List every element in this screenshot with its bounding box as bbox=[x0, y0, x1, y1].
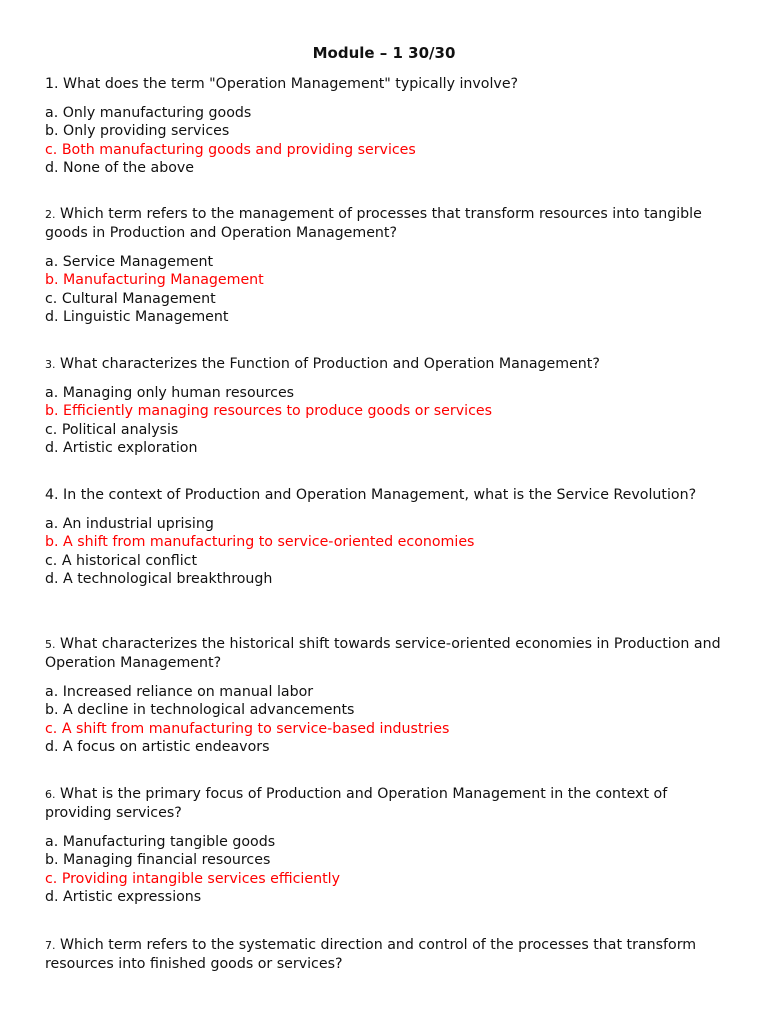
answer-option: c. Cultural Management bbox=[45, 290, 216, 307]
question-prompt: In the context of Production and Operation Management, what is the Service Revolution? bbox=[58, 487, 697, 503]
answer-option: d. A focus on artistic endeavors bbox=[45, 738, 270, 755]
question-text bbox=[45, 355, 725, 374]
page-title: Module – 1 30/30 bbox=[312, 44, 456, 62]
question-number: 2. bbox=[45, 208, 56, 221]
question-number: 5. bbox=[45, 638, 56, 651]
answer-option: d. None of the above bbox=[45, 159, 195, 176]
answer-option: a. Managing only human resources bbox=[45, 385, 295, 401]
answer-option: b. A decline in technological advancements bbox=[45, 702, 355, 719]
option-list bbox=[45, 384, 725, 457]
question-4 bbox=[45, 486, 725, 588]
question-7 bbox=[45, 936, 725, 974]
question-1 bbox=[45, 75, 725, 177]
answer-option: a. Only manufacturing goods bbox=[45, 105, 252, 121]
answer-option: d. Linguistic Management bbox=[45, 308, 229, 325]
answer-option: b. Managing financial resources bbox=[45, 852, 271, 869]
question-text bbox=[45, 205, 725, 243]
option-list bbox=[45, 833, 725, 906]
answer-option: c. A historical conflict bbox=[45, 552, 198, 569]
option-list bbox=[45, 253, 725, 326]
correct-answer-option: b. Manufacturing Management bbox=[45, 272, 264, 289]
question-prompt: Which term refers to the management of processes that transform resources into tangible goods in Production and Operation Management? bbox=[45, 206, 702, 241]
question-text bbox=[45, 486, 725, 505]
question-prompt: What does the term "Operation Management" typically involve? bbox=[58, 76, 519, 92]
question-text bbox=[45, 635, 725, 673]
option-list bbox=[45, 683, 725, 756]
question-number: 6. bbox=[45, 788, 56, 801]
question-number: 7. bbox=[45, 939, 56, 952]
question-prompt: What characterizes the historical shift towards service-oriented economies in Production and Operation Management? bbox=[45, 636, 721, 671]
question-prompt: What characterizes the Function of Production and Operation Management? bbox=[55, 356, 600, 372]
question-prompt: Which term refers to the systematic direction and control of the processes that transform resources into finished goods or services? bbox=[45, 937, 697, 972]
question-number: 1. bbox=[45, 76, 59, 92]
correct-answer-option: c. Providing intangible services efficiently bbox=[45, 870, 340, 887]
question-text bbox=[45, 75, 725, 94]
question-number: 4. bbox=[45, 487, 59, 503]
answer-option: a. Increased reliance on manual labor bbox=[45, 684, 314, 700]
question-5 bbox=[45, 635, 725, 756]
correct-answer-option: b. A shift from manufacturing to service-oriented economies bbox=[45, 534, 475, 551]
answer-option: a. An industrial uprising bbox=[45, 516, 214, 532]
question-prompt: What is the primary focus of Production and Operation Management in the context of providing services? bbox=[45, 786, 668, 821]
answer-option: a. Service Management bbox=[45, 254, 214, 270]
correct-answer-option: b. Efficiently managing resources to produce goods or services bbox=[45, 403, 493, 420]
option-list bbox=[45, 104, 725, 177]
correct-answer-option: c. A shift from manufacturing to service-based industries bbox=[45, 720, 450, 737]
option-list bbox=[45, 515, 725, 588]
answer-option: d. Artistic expressions bbox=[45, 888, 202, 905]
question-3 bbox=[45, 355, 725, 457]
question-2 bbox=[45, 205, 725, 326]
question-text bbox=[45, 785, 725, 823]
answer-option: c. Political analysis bbox=[45, 421, 179, 438]
correct-answer-option: c. Both manufacturing goods and providing services bbox=[45, 141, 416, 158]
answer-option: a. Manufacturing tangible goods bbox=[45, 834, 276, 850]
question-6 bbox=[45, 785, 725, 906]
answer-option: d. A technological breakthrough bbox=[45, 570, 273, 587]
answer-option: b. Only providing services bbox=[45, 123, 230, 140]
question-number: 3. bbox=[45, 358, 56, 371]
answer-option: d. Artistic exploration bbox=[45, 439, 198, 456]
question-text bbox=[45, 936, 725, 974]
